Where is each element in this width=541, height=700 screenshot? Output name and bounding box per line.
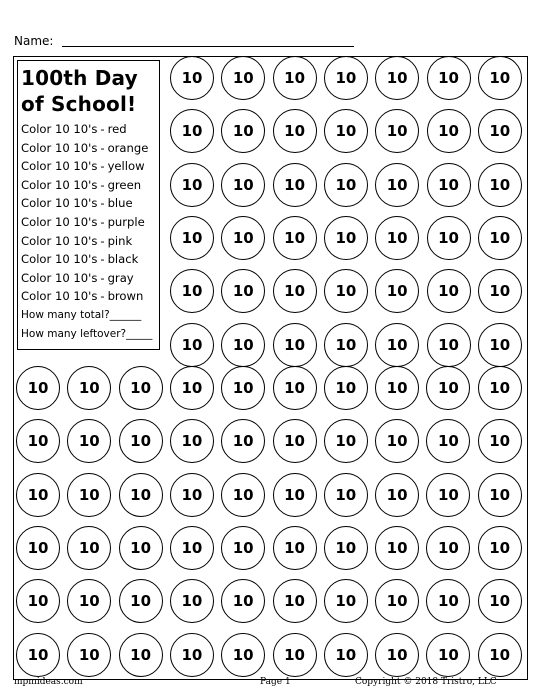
color-rule xyxy=(21,157,156,176)
ten-circle[interactable]: 10 xyxy=(119,419,163,463)
ten-circle[interactable]: 10 xyxy=(375,269,419,313)
ten-circle[interactable]: 10 xyxy=(375,323,419,367)
ten-circle[interactable]: 10 xyxy=(478,323,522,367)
ten-circle[interactable]: 10 xyxy=(170,216,214,260)
ten-circle[interactable]: 10 xyxy=(478,109,522,153)
color-rule-color: pink xyxy=(107,233,133,248)
color-rule-color: gray xyxy=(107,270,134,285)
ten-circle[interactable]: 10 xyxy=(273,109,317,153)
ten-circle[interactable]: 10 xyxy=(478,366,522,410)
footer-page-number: Page 1 xyxy=(260,677,291,687)
question-total: How many total?______ xyxy=(21,308,142,321)
ten-circle[interactable]: 10 xyxy=(273,56,317,100)
rule-separator: - xyxy=(100,159,105,174)
ten-circle[interactable]: 10 xyxy=(324,216,368,260)
rule-separator: - xyxy=(100,252,105,267)
ten-circle[interactable]: 10 xyxy=(427,216,471,260)
color-rule-text: Color 10 10's xyxy=(21,196,98,211)
ten-circle[interactable]: 10 xyxy=(375,633,419,677)
title-line-1: 100th Day xyxy=(21,66,138,90)
ten-circle[interactable]: 10 xyxy=(478,163,522,207)
ten-circle[interactable]: 10 xyxy=(67,633,111,677)
ten-circle[interactable]: 10 xyxy=(221,163,265,207)
rule-separator: - xyxy=(100,196,105,211)
ten-circle[interactable]: 10 xyxy=(170,163,214,207)
ten-circle[interactable]: 10 xyxy=(170,419,214,463)
ten-circle[interactable]: 10 xyxy=(221,323,265,367)
ten-circle[interactable]: 10 xyxy=(478,216,522,260)
ten-circle[interactable]: 10 xyxy=(375,419,419,463)
color-rule-text: Color 10 10's xyxy=(21,289,98,304)
ten-circle[interactable]: 10 xyxy=(16,633,60,677)
color-rule xyxy=(21,213,156,232)
color-rule-color: green xyxy=(107,177,142,192)
ten-circle[interactable]: 10 xyxy=(119,473,163,517)
ten-circle[interactable]: 10 xyxy=(119,526,163,570)
rule-separator: - xyxy=(100,233,105,248)
ten-circle[interactable]: 10 xyxy=(324,109,368,153)
color-rule-color: yellow xyxy=(107,159,145,174)
ten-circle[interactable]: 10 xyxy=(324,323,368,367)
ten-circle[interactable]: 10 xyxy=(427,323,471,367)
ten-circle[interactable]: 10 xyxy=(375,56,419,100)
color-rule xyxy=(21,287,156,306)
ten-circle[interactable]: 10 xyxy=(67,419,111,463)
ten-circle[interactable]: 10 xyxy=(427,109,471,153)
ten-circle[interactable]: 10 xyxy=(375,579,419,623)
ten-circle[interactable]: 10 xyxy=(375,473,419,517)
ten-circle[interactable]: 10 xyxy=(426,579,470,623)
ten-circle[interactable]: 10 xyxy=(426,366,470,410)
color-rule xyxy=(21,176,156,195)
footer-website: mpmideas.com xyxy=(14,677,83,687)
name-label: Name: xyxy=(14,34,54,48)
ten-circle[interactable]: 10 xyxy=(273,269,317,313)
ten-circle[interactable]: 10 xyxy=(478,269,522,313)
color-rule xyxy=(21,250,156,269)
ten-circle[interactable]: 10 xyxy=(324,526,368,570)
color-rule-color: orange xyxy=(107,140,149,155)
ten-circle[interactable]: 10 xyxy=(16,366,60,410)
color-rule-text: Color 10 10's xyxy=(21,252,98,267)
rule-separator: - xyxy=(100,214,105,229)
color-rule xyxy=(21,194,156,213)
ten-circle[interactable]: 10 xyxy=(221,526,265,570)
rule-separator: - xyxy=(100,177,105,192)
ten-circle[interactable]: 10 xyxy=(221,473,265,517)
ten-circle[interactable]: 10 xyxy=(221,633,265,677)
color-rule-text: Color 10 10's xyxy=(21,214,98,229)
ten-circle[interactable]: 10 xyxy=(375,366,419,410)
ten-circle[interactable]: 10 xyxy=(273,163,317,207)
ten-circle[interactable]: 10 xyxy=(119,366,163,410)
ten-circle[interactable]: 10 xyxy=(324,163,368,207)
ten-circle[interactable]: 10 xyxy=(375,216,419,260)
ten-circle[interactable]: 10 xyxy=(324,56,368,100)
ten-circle[interactable]: 10 xyxy=(324,579,368,623)
color-rule xyxy=(21,139,156,158)
ten-circle[interactable]: 10 xyxy=(273,323,317,367)
ten-circle[interactable]: 10 xyxy=(170,366,214,410)
ten-circle[interactable]: 10 xyxy=(170,109,214,153)
ten-circle[interactable]: 10 xyxy=(67,366,111,410)
ten-circle[interactable]: 10 xyxy=(478,633,522,677)
color-rule-text: Color 10 10's xyxy=(21,177,98,192)
ten-circle[interactable]: 10 xyxy=(375,526,419,570)
ten-circle[interactable]: 10 xyxy=(170,526,214,570)
instructions-box xyxy=(17,60,160,350)
ten-circle[interactable]: 10 xyxy=(273,366,317,410)
ten-circle[interactable]: 10 xyxy=(16,526,60,570)
ten-circle[interactable]: 10 xyxy=(170,56,214,100)
color-rule xyxy=(21,232,156,251)
ten-circle[interactable]: 10 xyxy=(324,633,368,677)
rule-separator: - xyxy=(100,122,105,136)
color-rule-color: black xyxy=(107,252,139,267)
ten-circle[interactable]: 10 xyxy=(221,269,265,313)
ten-circle[interactable]: 10 xyxy=(221,366,265,410)
color-rule-text: Color 10 10's xyxy=(21,159,98,174)
color-rule-text: Color 10 10's xyxy=(21,233,98,248)
ten-circle[interactable]: 10 xyxy=(67,526,111,570)
rule-separator: - xyxy=(100,140,105,155)
ten-circle[interactable]: 10 xyxy=(170,579,214,623)
ten-circle[interactable]: 10 xyxy=(427,163,471,207)
ten-circle[interactable]: 10 xyxy=(426,633,470,677)
color-rule-text: Color 10 10's xyxy=(21,270,98,285)
color-rule-text: Color 10 10's xyxy=(21,122,98,136)
footer-copyright: Copyright © 2018 Tristro, LLC xyxy=(355,677,497,687)
ten-circle[interactable]: 10 xyxy=(427,269,471,313)
ten-circle[interactable]: 10 xyxy=(67,579,111,623)
ten-circle[interactable]: 10 xyxy=(426,419,470,463)
ten-circle[interactable]: 10 xyxy=(16,579,60,623)
color-rule xyxy=(21,269,156,288)
color-rule xyxy=(21,120,156,139)
ten-circle[interactable]: 10 xyxy=(273,579,317,623)
rule-separator: - xyxy=(100,289,105,304)
ten-circle[interactable]: 10 xyxy=(16,473,60,517)
ten-circle[interactable]: 10 xyxy=(375,163,419,207)
ten-circle[interactable]: 10 xyxy=(170,473,214,517)
question-leftover: How many leftover?_____ xyxy=(21,327,153,340)
ten-circle[interactable]: 10 xyxy=(478,579,522,623)
color-rule-text: Color 10 10's xyxy=(21,140,98,155)
title-line-2: of School! xyxy=(21,92,137,116)
ten-circle[interactable]: 10 xyxy=(119,633,163,677)
color-rule-color: blue xyxy=(107,196,133,211)
ten-circle[interactable]: 10 xyxy=(324,473,368,517)
ten-circle[interactable]: 10 xyxy=(221,419,265,463)
ten-circle[interactable]: 10 xyxy=(273,526,317,570)
ten-circle[interactable]: 10 xyxy=(427,56,471,100)
ten-circle[interactable]: 10 xyxy=(478,526,522,570)
ten-circle[interactable]: 10 xyxy=(67,473,111,517)
ten-circle[interactable]: 10 xyxy=(324,419,368,463)
ten-circle[interactable]: 10 xyxy=(478,56,522,100)
ten-circle[interactable]: 10 xyxy=(170,269,214,313)
ten-circle[interactable]: 10 xyxy=(324,269,368,313)
ten-circle[interactable]: 10 xyxy=(273,473,317,517)
ten-circle[interactable]: 10 xyxy=(273,633,317,677)
ten-circle[interactable]: 10 xyxy=(375,109,419,153)
color-rules-list xyxy=(21,120,156,306)
ten-circle[interactable]: 10 xyxy=(478,473,522,517)
ten-circle[interactable]: 10 xyxy=(170,633,214,677)
color-rule-color: brown xyxy=(107,289,144,304)
ten-circle[interactable]: 10 xyxy=(16,419,60,463)
color-rule-color: red xyxy=(107,122,127,136)
ten-circle[interactable]: 10 xyxy=(478,419,522,463)
ten-circle[interactable]: 10 xyxy=(273,216,317,260)
ten-circle[interactable]: 10 xyxy=(221,56,265,100)
ten-circle[interactable]: 10 xyxy=(221,216,265,260)
name-blank-line[interactable] xyxy=(62,46,354,47)
color-rule-color: purple xyxy=(107,214,145,229)
ten-circle[interactable]: 10 xyxy=(426,526,470,570)
ten-circle[interactable]: 10 xyxy=(324,366,368,410)
ten-circle[interactable]: 10 xyxy=(221,109,265,153)
rule-separator: - xyxy=(100,270,105,285)
ten-circle[interactable]: 10 xyxy=(426,473,470,517)
ten-circle[interactable]: 10 xyxy=(221,579,265,623)
ten-circle[interactable]: 10 xyxy=(170,323,214,367)
ten-circle[interactable]: 10 xyxy=(119,579,163,623)
ten-circle[interactable]: 10 xyxy=(273,419,317,463)
